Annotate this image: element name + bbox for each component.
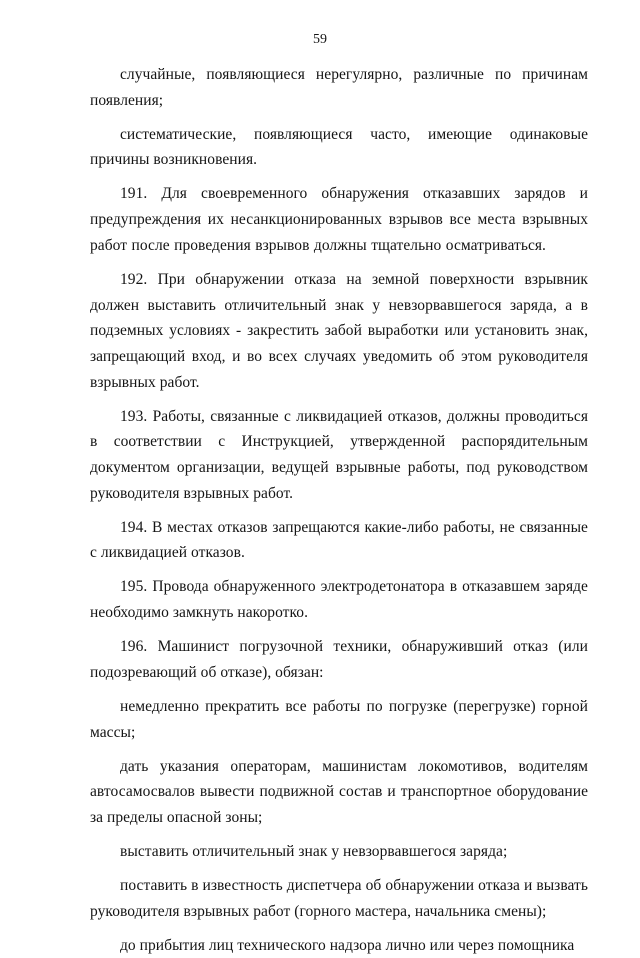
paragraph-194: 194. В местах отказов запрещаются какие-либо работы, не связанные с ликвидацией отказов.	[90, 518, 588, 562]
document-body	[90, 62, 588, 958]
page-number: 59	[313, 32, 327, 47]
paragraph-stop-loading: немедленно прекратить все работы по погрузке (перегрузке) горной массы;	[90, 697, 588, 741]
paragraph-random-failures: случайные, появляющиеся нерегулярно, различные по причинам появления;	[90, 66, 588, 109]
paragraph-196: 196. Машинист погрузочной техники, обнаруживший отказ (или подозревающий об отказе), обязан:	[90, 638, 588, 681]
paragraph-195: 195. Провода обнаруженного электродетонатора в отказавшем заряде необходимо замкнуть накоротко.	[90, 578, 588, 622]
paragraph-193: 193. Работы, связанные с ликвидацией отказов, должны проводиться в соответствии с Инструкцией, утвержденной распорядительным документом организации, ведущей взрывные работы, под руководством руководителя взрывных работ.	[90, 407, 588, 502]
paragraph-place-marker: выставить отличительный знак у невзорвавшегося заряда;	[120, 842, 508, 860]
paragraph-192: 192. При обнаружении отказа на земной поверхности взрывник должен выставить отличительный знак у невзорвавшегося заряда, а в подземных условиях - закрестить забой выработки или установить знак, запрещающий вход, и во всех случаях уведомить об этом руководителя взрывных работ.	[90, 270, 588, 391]
paragraph-notify-dispatcher: поставить в известность диспетчера об обнаружении отказа и вызвать руководителя взрывных работ (горного мастера, начальника смены);	[90, 876, 588, 920]
paragraph-systematic-failures: систематические, появляющиеся часто, имеющие одинаковые причины возникновения.	[90, 125, 588, 169]
paragraph-191: 191. Для своевременного обнаружения отказавших зарядов и предупреждения их несанкционированных взрывов все места взрывных работ после проведения взрывов должны тщательно осматриваться.	[90, 185, 588, 254]
paragraph-until-arrival: до прибытия лиц технического надзора лично или через помощника	[120, 936, 575, 954]
paragraph-instruct-operators: дать указания операторам, машинистам локомотивов, водителям автосамосвалов вывести подвижной состав и транспортное оборудование за пределы опасной зоны;	[90, 757, 588, 826]
